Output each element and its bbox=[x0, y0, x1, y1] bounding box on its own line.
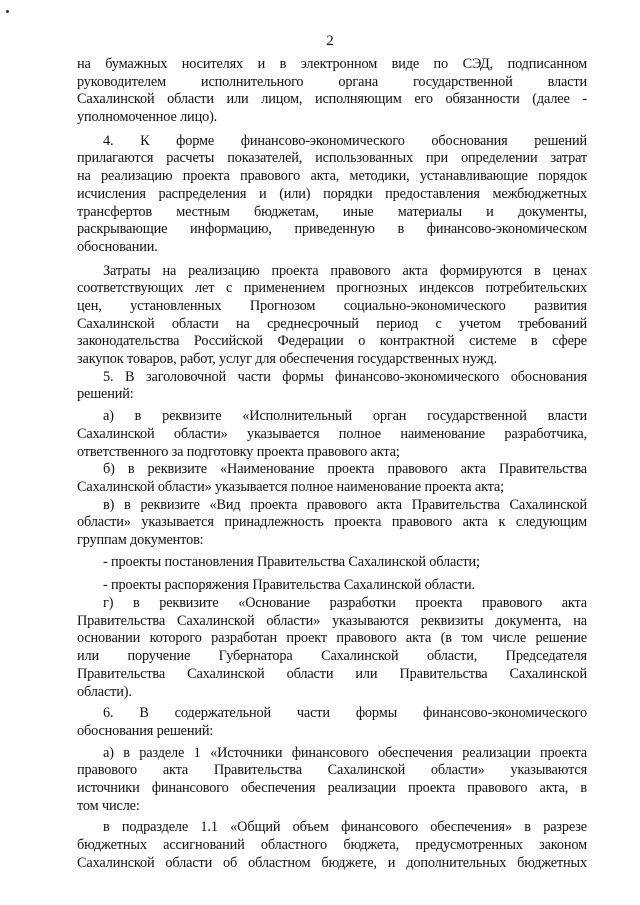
text-line: Сахалинской области на среднесрочный период с учетом требований bbox=[77, 315, 587, 332]
text-line: Сахалинской области или лицом, исполняющим его обязанности (далее - bbox=[77, 91, 587, 108]
text-line: а) в разделе 1 «Источники финансового обеспечения реализации проекта bbox=[103, 744, 587, 761]
scan-dot bbox=[6, 10, 9, 13]
text-line: Сахалинской области» указывается полное наименование проекта акта; bbox=[77, 478, 504, 495]
text-line: соответствующих лет с применением прогнозных индексов потребительских bbox=[77, 280, 587, 297]
text-line: прилагаются расчеты показателей, использованных при определении затрат bbox=[77, 150, 587, 167]
text-line: трансфертов местным бюджетам, иные материалы и документы, bbox=[77, 203, 587, 220]
text-line: том числе: bbox=[77, 797, 140, 814]
text-line: основании которого разработан проект правового акта (в том числе решение bbox=[77, 630, 587, 647]
text-line: - проекты распоряжения Правительства Сахалинской области. bbox=[103, 577, 475, 594]
text-line: г) в реквизите «Основание разработки проекта правового акта bbox=[103, 595, 587, 612]
text-line: раскрывающие информацию, приведенную в финансово-экономическом bbox=[77, 221, 587, 238]
text-line: Правительства Сахалинской области» указываются реквизиты документа, на bbox=[77, 612, 587, 629]
text-line: 5. В заголовочной части формы финансово-экономического обоснования bbox=[103, 368, 587, 385]
text-line: бюджетных ассигнований областного бюджета, предусмотренных законом bbox=[77, 837, 587, 854]
text-line: Сахалинской области об областном бюджете, и дополнительных бюджетных bbox=[77, 854, 587, 871]
text-line: уполномоченное лицо). bbox=[77, 109, 218, 126]
page-number: 2 bbox=[326, 33, 334, 49]
document-body bbox=[77, 56, 587, 872]
text-line: а) в реквизите «Исполнительный орган государственной власти bbox=[103, 408, 587, 425]
text-line: правового акта Правительства Сахалинской области» указываются bbox=[77, 762, 587, 779]
text-line: ответственного за подготовку проекта правового акта; bbox=[77, 443, 400, 460]
text-line: решений: bbox=[77, 386, 134, 403]
text-line: обосновании. bbox=[77, 238, 158, 255]
text-line: обоснования решений: bbox=[77, 722, 214, 739]
text-line: б) в реквизите «Наименование проекта правового акта Правительства bbox=[103, 461, 587, 478]
text-line: в) в реквизите «Вид проекта правового акта Правительства Сахалинской bbox=[103, 496, 587, 513]
text-line: цен, установленных Прогнозом социально-экономического развития bbox=[77, 297, 587, 314]
text-line: Затраты на реализацию проекта правового акта формируются в ценах bbox=[103, 262, 587, 279]
text-line: в подразделе 1.1 «Общий объем финансового обеспечения» в разрезе bbox=[103, 819, 587, 836]
text-line: 4. К форме финансово-экономического обоснования решений bbox=[103, 132, 587, 149]
text-line: 6. В содержательной части формы финансово-экономического bbox=[103, 705, 587, 722]
text-line: закупок товаров, работ, услуг для обеспечения государственных нужд. bbox=[77, 351, 497, 368]
text-line: области). bbox=[77, 683, 132, 700]
text-line: исчисления распределения и (или) порядки предоставления межбюджетных bbox=[77, 185, 587, 202]
text-line: на бумажных носителях и в электронном виде по СЭД, подписанном bbox=[77, 56, 587, 72]
text-line: области» указывается принадлежность проекта правового акта к следующим bbox=[77, 514, 587, 531]
text-line: - проекты постановления Правительства Сахалинской области; bbox=[103, 553, 480, 570]
text-line: на реализацию проекта правового акта, методики, устанавливающие порядок bbox=[77, 168, 587, 185]
text-line: Правительства Сахалинской области или Правительства Сахалинской bbox=[77, 665, 587, 682]
text-line: или поручение Губернатора Сахалинской области, Председателя bbox=[77, 648, 587, 665]
text-line: Сахалинской области» указывается полное наименование разработчика, bbox=[77, 425, 587, 442]
text-line: источники финансового обеспечения реализации проекта правового акта, в bbox=[77, 779, 587, 796]
text-line: законодательства Российской Федерации о контрактной системе в сфере bbox=[77, 333, 587, 350]
text-line: группам документов: bbox=[77, 531, 204, 548]
text-line: руководителем исполнительного органа государственной власти bbox=[77, 73, 587, 90]
